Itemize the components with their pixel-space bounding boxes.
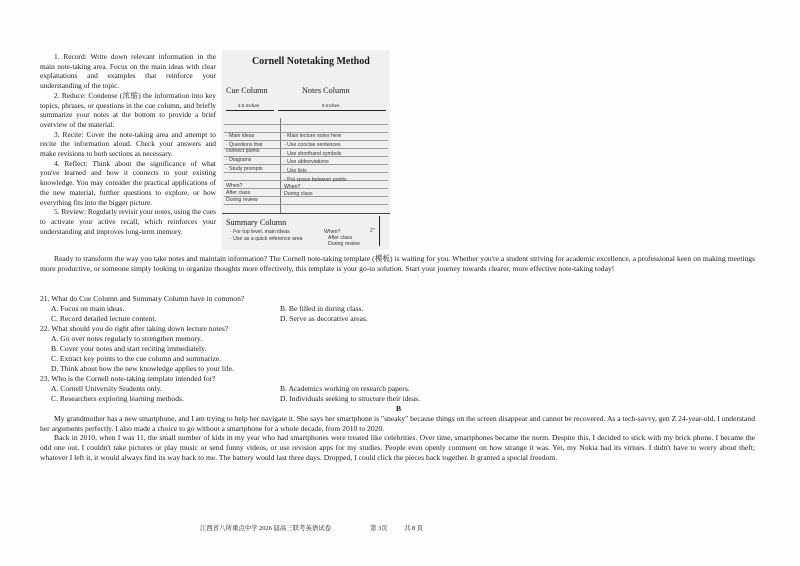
step-review: 5. Review: Regularly revisit your notes, using the cues to activate your active recall, which reinforces your understanding and improves long-term memory. bbox=[40, 207, 216, 236]
cue-item: When? bbox=[226, 183, 243, 189]
footer-school: 江西省八所重点中学 2026 届高三联考英语试卷 bbox=[200, 525, 332, 532]
cue-width-arrow bbox=[226, 110, 274, 111]
notes-width-label: 6 Inches bbox=[322, 103, 340, 108]
intro-text: Ready to transform the way you take notes and maintain information? The Cornell note-taking template (模板) is waiting for you. Whether you're a student striving for academic excellence, a professional keen on making meetings more productive, or someone simply looking to organize thoughts more effectively, this template is your go-to solution. Start your journey towards clearer, more effective note-taking today! bbox=[40, 254, 755, 273]
option-22b: B. Cover your notes and start reciting immediately. bbox=[51, 344, 207, 353]
summary-when: When? bbox=[324, 229, 341, 235]
summary-item: · For top level, main ideas bbox=[230, 229, 290, 235]
summary-column-heading: Summary Column bbox=[226, 218, 287, 227]
question-22: 22. What should you do right after taking down lecture notes? bbox=[40, 324, 229, 333]
option-23b: B. Academics working on research papers. bbox=[280, 384, 410, 393]
notes-item: · Main lecture notes here bbox=[284, 133, 342, 139]
summary-height-arrow bbox=[379, 216, 380, 246]
notes-width-arrow bbox=[278, 110, 386, 111]
passage-b-paragraph-1: My grandmother has a new smartphone, and I am trying to help her navigate it. She says her smartphone is "sneaky" because things on the screen disappear and cannot be recovered. As a tech-savvy, gen Z 24-year-old, I understand her arguments perfectly. I also made a choice to go without a smartphone for a whole decade, from 2010 to 2020. bbox=[40, 414, 755, 433]
ruled-line bbox=[224, 204, 388, 205]
cue-item: connect points bbox=[226, 148, 260, 154]
footer-page: 第 3页 bbox=[370, 525, 388, 532]
step-record: 1. Record: Write down relevant information in the main note-taking area. Focus on the main ideas with clear explanations and examples that reinforce your understanding of the topic. bbox=[40, 52, 216, 91]
option-22c: C. Extract key points to the cue column and summarize. bbox=[51, 354, 222, 363]
option-23c: C. Researchers exploring learning methods. bbox=[51, 394, 184, 403]
ruled-line bbox=[224, 124, 388, 125]
question-21: 21. What do Cue Column and Summary Column have in common? bbox=[40, 294, 245, 303]
cue-item: During review bbox=[226, 197, 258, 203]
summary-divider bbox=[222, 213, 390, 214]
figure-title: Cornell Notetaking Method bbox=[252, 56, 370, 67]
intro-paragraph bbox=[40, 254, 755, 273]
question-23: 23. Who is the Cornell note-taking template intended for? bbox=[40, 374, 216, 383]
summary-when: After class bbox=[328, 235, 353, 241]
notes-item: · Use lists bbox=[284, 168, 307, 174]
option-21d: D. Serve as decorative areas. bbox=[280, 314, 368, 323]
step-recite: 3. Recite: Cover the note-taking area and attempt to recite the information aloud. Check your answers and make revisions to both sections as necessary. bbox=[40, 129, 216, 159]
notes-item: · Use concise sentences bbox=[284, 142, 341, 148]
notes-item: During class bbox=[284, 191, 313, 197]
summary-when: During review bbox=[328, 241, 360, 247]
option-22d: D. Think about how the new knowledge applies to your life. bbox=[51, 364, 234, 373]
summary-height-label: 2" bbox=[370, 228, 375, 234]
ruled-line bbox=[224, 140, 388, 141]
option-21a: A. Focus on main ideas. bbox=[51, 304, 125, 313]
option-23d: D. Individuals seeking to structure their ideas. bbox=[280, 394, 421, 403]
cue-item: · Study prompts bbox=[226, 166, 263, 172]
notes-item: · Use shorthand symbols bbox=[284, 151, 342, 157]
summary-item: · Use as a quick reference area bbox=[230, 236, 303, 242]
option-21c: C. Record detailed lecture content. bbox=[51, 314, 157, 323]
option-23a: A. Cornell University Students only. bbox=[51, 384, 162, 393]
notes-column-heading: Notes Column bbox=[302, 86, 350, 95]
step-reduce: 2. Reduce: Condense (浓缩) the information into key topics, phrases, or questions in the cue column, and briefly summarize your notes at the bottom to provide a brief overview of the material. bbox=[40, 90, 216, 129]
option-21b: B. Be filled in during class. bbox=[280, 304, 364, 313]
passage-b-paragraph-2: Back in 2010, when I was 11, the small number of kids in my year who had smartphones were treated like celebrities. Over time, smartphones became the norm. Despite this, I decided to stick with my brick phone. I became the odd one out. I couldn't take pictures or play music or send funny videos, or use revision apps for my studies. People even openly comment on how strange it was. Yet, my Nokia had its virtues. I didn't have to worry about theft; whatever I left it, it would always find its way back to me. The battery would last three days. Dropped, I could click the pieces back together. It granted a special freedom. bbox=[40, 433, 755, 462]
passage-b bbox=[40, 414, 755, 463]
cue-item: · Main ideas bbox=[226, 133, 255, 139]
step-reflect: 4. Reflect: Think about the significance of what you've learned and how it connects to your existing knowledge. You may consider the practical applications of the new material, further questions to explore, or how everything fits into the bigger picture. bbox=[40, 158, 216, 207]
notes-item: When? bbox=[284, 184, 301, 190]
cue-item: · Questions that bbox=[226, 142, 263, 148]
notes-item: · Use abbreviations bbox=[284, 159, 329, 165]
ruled-line bbox=[224, 188, 388, 189]
cue-column-heading: Cue Column bbox=[226, 86, 268, 95]
cue-width-label: 2.5 Inches bbox=[238, 103, 260, 108]
notes-item: · Put space between points bbox=[284, 177, 347, 183]
steps-list bbox=[40, 52, 216, 236]
cue-item: · Diagrams bbox=[226, 157, 252, 163]
section-b-heading: B bbox=[396, 404, 402, 413]
option-22a: A. Go over notes regularly to strengthen memory. bbox=[51, 334, 203, 343]
cue-item: After class bbox=[226, 190, 251, 196]
footer-total: 共 8 页 bbox=[404, 525, 424, 532]
